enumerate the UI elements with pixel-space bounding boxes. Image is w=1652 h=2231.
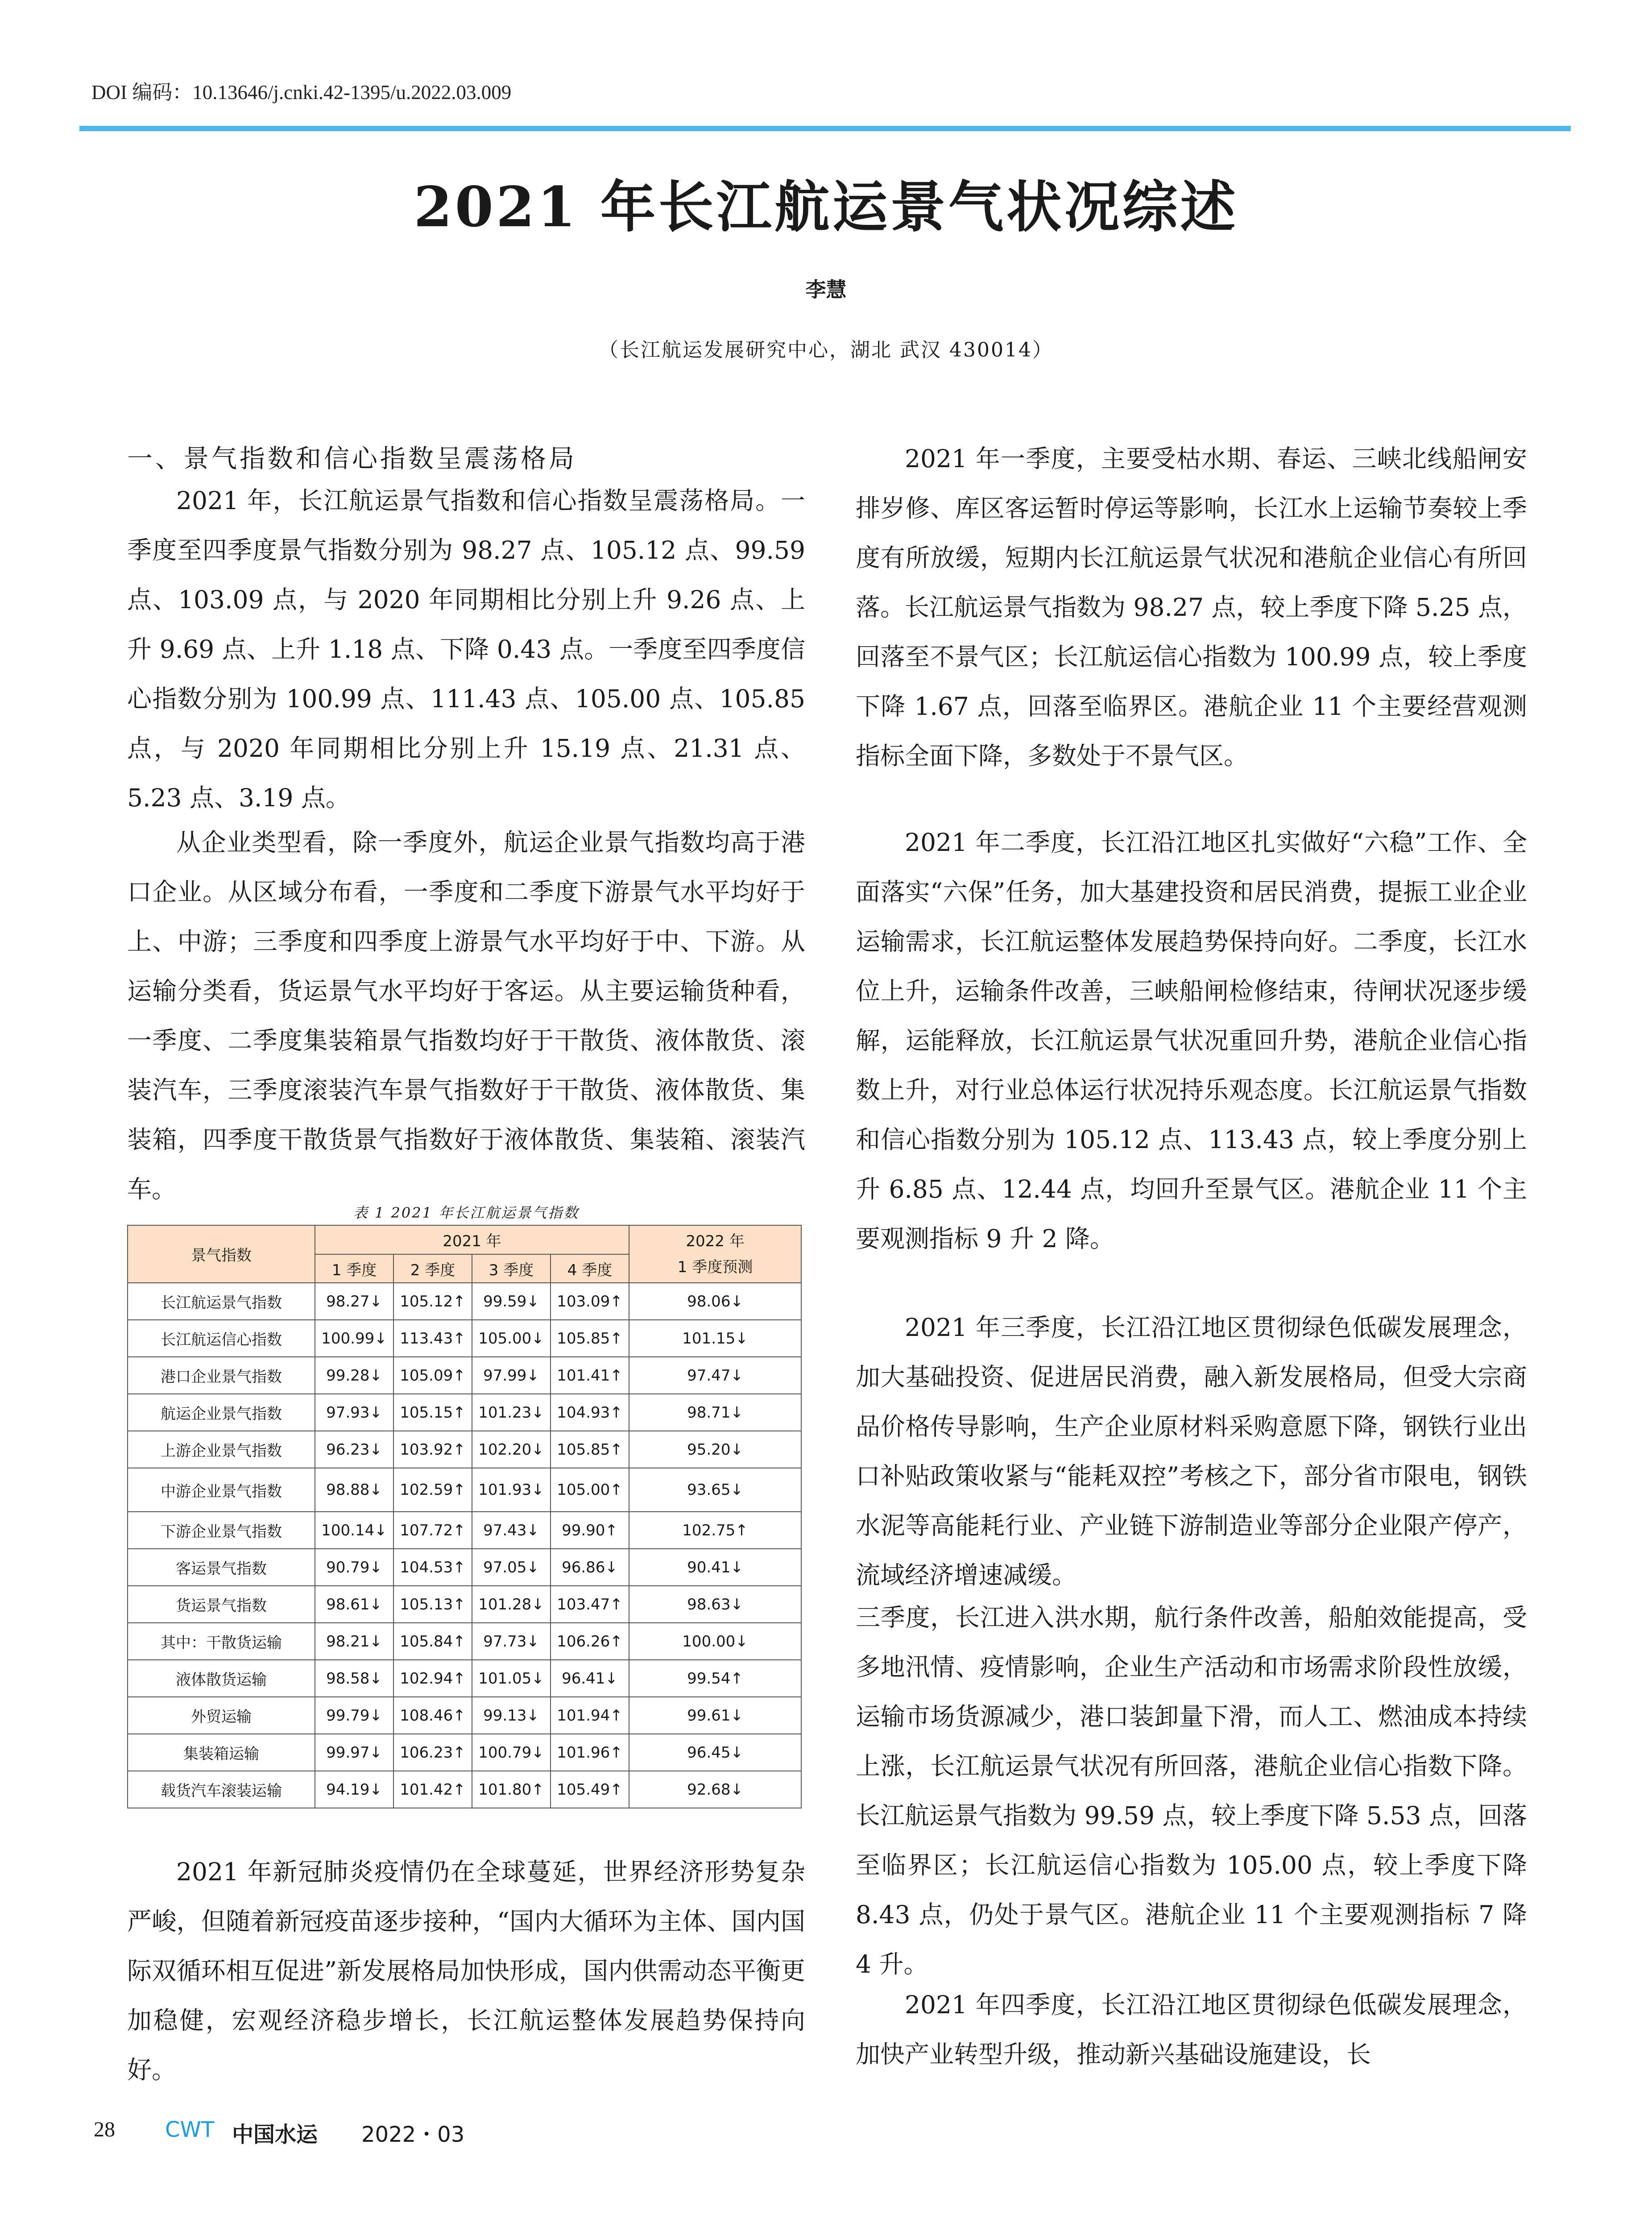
cell-forecast: 95.20↓: [629, 1431, 801, 1468]
cell-q1: 97.93↓: [315, 1394, 393, 1431]
row-label: 上游企业景气指数: [128, 1431, 315, 1468]
cell-q2: 108.46↑: [393, 1697, 472, 1734]
cell-forecast: 101.15↓: [629, 1320, 801, 1357]
cell-forecast: 98.06↓: [629, 1283, 801, 1320]
cell-q2: 105.84↑: [393, 1623, 472, 1660]
cell-q3: 101.80↑: [472, 1771, 551, 1808]
row-label: 其中：干散货运输: [128, 1623, 315, 1660]
table-row: [128, 1697, 801, 1734]
cell-q3: 97.43↓: [472, 1512, 551, 1549]
cell-q2: 102.94↑: [393, 1660, 472, 1697]
cell-q4: 103.47↑: [551, 1586, 629, 1623]
cell-q1: 99.79↓: [315, 1697, 393, 1734]
cell-q4: 96.86↓: [551, 1549, 629, 1586]
header-q1: 1 季度: [315, 1254, 393, 1283]
cell-q4: 99.90↑: [551, 1512, 629, 1549]
paragraph-7: 三季度，长江进入洪水期，航行条件改善，船舶效能提高，受多地汛情、疫情影响，企业生产活动和市场需求阶段性放缓，运输市场货源减少，港口装卸量下滑，而人工、燃油成本持续上涨，长江航运景气状况有所回落，港航企业信心指数下降。长江航运景气指数为 99.59 点，较上季度下降 5.53 点，回落至临界区；长江航运信心指数为 105.00 点，较上季度下降 8.43 点，仍处于景气区。港航企业 11 个主要观测指标 7 降 4 升。: [856, 1603, 1527, 1978]
table-row: [128, 1660, 801, 1697]
table-row: [128, 1283, 801, 1320]
header-q2: 2 季度: [393, 1254, 472, 1283]
table-row: [128, 1734, 801, 1771]
cell-q4: 96.41↓: [551, 1660, 629, 1697]
issue-number: 2022・03: [361, 2122, 465, 2147]
table-caption: 表 1 2021 年长江航运景气指数: [353, 1204, 580, 1221]
table-row: [128, 1468, 801, 1512]
table-row: [128, 1320, 801, 1357]
journal-logo-abbr: CWT: [165, 2117, 215, 2142]
row-label: 载货汽车滚装运输: [128, 1771, 315, 1808]
cell-q4: 101.96↑: [551, 1734, 629, 1771]
cell-q2: 105.15↑: [393, 1394, 472, 1431]
row-label: 液体散货运输: [128, 1660, 315, 1697]
row-label: 集装箱运输: [128, 1734, 315, 1771]
cell-q4: 101.41↑: [551, 1357, 629, 1394]
cell-q3: 97.99↓: [472, 1357, 551, 1394]
table-row: [128, 1394, 801, 1431]
cell-q2: 105.09↑: [393, 1357, 472, 1394]
cell-q2: 105.12↑: [393, 1283, 472, 1320]
paragraph-1: 2021 年，长江航运景气指数和信心指数呈震荡格局。一季度至四季度景气指数分别为 98.27 点、105.12 点、99.59 点、103.09 点，与 2020 年同期相比分别上升 9.26 点、上升 9.69 点、上升 1.18 点、下降 0.43 点。一季度至四季度信心指数分别为 100.99 点、111.43 点、105.00 点、105.85 点，与 2020 年同期相比分别上升 15.19 点、21.31 点、5.23 点、3.19 点。: [127, 486, 805, 812]
header-2021: 2021 年: [315, 1225, 629, 1254]
cell-q2: 101.42↑: [393, 1771, 472, 1808]
cell-q1: 99.97↓: [315, 1734, 393, 1771]
row-label: 外贸运输: [128, 1697, 315, 1734]
row-label: 货运景气指数: [128, 1586, 315, 1623]
section-heading: 一、景气指数和信心指数呈震荡格局: [127, 444, 577, 473]
row-label: 航运企业景气指数: [128, 1394, 315, 1431]
cell-q1: 98.58↓: [315, 1660, 393, 1697]
table-row: [128, 1512, 801, 1549]
cell-forecast: 93.65↓: [629, 1468, 801, 1512]
table-row: [128, 1549, 801, 1586]
row-label: 港口企业景气指数: [128, 1357, 315, 1394]
header-q4: 4 季度: [551, 1254, 629, 1283]
page-number: 28: [94, 2118, 115, 2141]
cell-q2: 106.23↑: [393, 1734, 472, 1771]
row-label: 中游企业景气指数: [128, 1468, 315, 1512]
cell-forecast: 99.54↑: [629, 1660, 801, 1697]
table-row: [128, 1586, 801, 1623]
cell-q4: 105.85↑: [551, 1320, 629, 1357]
cell-forecast: 98.71↓: [629, 1394, 801, 1431]
cell-q4: 103.09↑: [551, 1283, 629, 1320]
index-table: [127, 1225, 802, 1808]
cell-forecast: 90.41↓: [629, 1549, 801, 1586]
cell-q3: 102.20↓: [472, 1431, 551, 1468]
cell-q1: 100.99↓: [315, 1320, 393, 1357]
cell-q1: 98.21↓: [315, 1623, 393, 1660]
header-forecast: 2022 年 1 季度预测: [629, 1225, 801, 1283]
paragraph-6: 2021 年三季度，长江沿江地区贯彻绿色低碳发展理念，加大基础投资、促进居民消费，融入新发展格局，但受大宗商品价格传导影响，生产企业原材料采购意愿下降，钢铁行业出口补贴政策收紧与“能耗双控”考核之下，部分省市限电，钢铁水泥等高能耗行业、产业链下游制造业等部分企业限产停产，流域经济增速减缓。: [856, 1313, 1527, 1589]
cell-q1: 98.27↓: [315, 1283, 393, 1320]
cell-q2: 102.59↑: [393, 1468, 472, 1512]
author-name: 李慧: [805, 278, 847, 302]
cell-q1: 96.23↓: [315, 1431, 393, 1468]
cell-q3: 105.00↓: [472, 1320, 551, 1357]
cell-q3: 99.59↓: [472, 1283, 551, 1320]
cell-q3: 101.28↓: [472, 1586, 551, 1623]
paragraph-4: 2021 年一季度，主要受枯水期、春运、三峡北线船闸安排岁修、库区客运暂时停运等影响，长江水上运输节奏较上季度有所放缓，短期内长江航运景气状况和港航企业信心有所回落。长江航运景气指数为 98.27 点，较上季度下降 5.25 点，回落至不景气区；长江航运信心指数为 100.99 点，较上季度下降 1.67 点，回落至临界区。港航企业 11 个主要经营观测指标全面下降，多数处于不景气区。: [856, 444, 1527, 770]
cell-q4: 104.93↑: [551, 1394, 629, 1431]
journal-name: 中国水运: [232, 2122, 318, 2147]
table-row: [128, 1431, 801, 1468]
cell-q4: 105.00↑: [551, 1468, 629, 1512]
cell-q3: 99.13↓: [472, 1697, 551, 1734]
cell-q4: 105.49↑: [551, 1771, 629, 1808]
row-label: 长江航运信心指数: [128, 1320, 315, 1357]
cell-forecast: 99.61↓: [629, 1697, 801, 1734]
cell-q4: 105.85↑: [551, 1431, 629, 1468]
table-row: [128, 1623, 801, 1660]
cell-q4: 106.26↑: [551, 1623, 629, 1660]
doi-line: DOI 编码：10.13646/j.cnki.42-1395/u.2022.03.009: [91, 81, 512, 104]
article-title: 2021 年长江航运景气状况综述: [414, 175, 1238, 240]
cell-forecast: 100.00↓: [629, 1623, 801, 1660]
cell-forecast: 98.63↓: [629, 1586, 801, 1623]
cell-q1: 90.79↓: [315, 1549, 393, 1586]
row-label: 下游企业景气指数: [128, 1512, 315, 1549]
cell-q1: 99.28↓: [315, 1357, 393, 1394]
cell-forecast: 102.75↑: [629, 1512, 801, 1549]
cell-forecast: 96.45↓: [629, 1734, 801, 1771]
cell-q3: 100.79↓: [472, 1734, 551, 1771]
cell-q1: 98.61↓: [315, 1586, 393, 1623]
paragraph-5: 2021 年二季度，长江沿江地区扎实做好“六稳”工作、全面落实“六保”任务，加大基建投资和居民消费，提振工业企业运输需求，长江航运整体发展趋势保持向好。二季度，长江水位上升，运输条件改善，三峡船闸检修结束，待闸状况逐步缓解，运能释放，长江航运景气状况重回升势，港航企业信心指数上升，对行业总体运行状况持乐观态度。长江航运景气指数和信心指数分别为 105.12 点、113.43 点，较上季度分别上升 6.85 点、12.44 点，均回升至景气区。港航企业 11 个主要观测指标 9 升 2 降。: [856, 828, 1527, 1253]
cell-q2: 104.53↑: [393, 1549, 472, 1586]
row-label: 长江航运景气指数: [128, 1283, 315, 1320]
paragraph-2: 从企业类型看，除一季度外，航运企业景气指数均高于港口企业。从区域分布看，一季度和二季度下游景气水平均好于上、中游；三季度和四季度上游景气水平均好于中、下游。从运输分类看，货运景气水平均好于客运。从主要运输货种看，一季度、二季度集装箱景气指数均好于干散货、液体散货、滚装汽车，三季度滚装汽车景气指数好于干散货、液体散货、集装箱，四季度干散货景气指数好于液体散货、集装箱、滚装汽车。: [127, 828, 805, 1203]
table-row: [128, 1357, 801, 1394]
cell-forecast: 97.47↓: [629, 1357, 801, 1394]
cell-q2: 113.43↑: [393, 1320, 472, 1357]
header-index: 景气指数: [128, 1225, 315, 1283]
cell-q3: 97.05↓: [472, 1549, 551, 1586]
header-q3: 3 季度: [472, 1254, 551, 1283]
cell-q3: 101.93↓: [472, 1468, 551, 1512]
paragraph-3: 2021 年新冠肺炎疫情仍在全球蔓延，世界经济形势复杂严峻，但随着新冠疫苗逐步接种，“国内大循环为主体、国内国际双循环相互促进”新发展格局加快形成，国内供需动态平衡更加稳健，宏观经济稳步增长，长江航运整体发展趋势保持向好。: [127, 1858, 805, 2084]
header-rule: [79, 126, 1571, 131]
cell-q4: 101.94↑: [551, 1697, 629, 1734]
table-row: [128, 1771, 801, 1808]
cell-q1: 100.14↓: [315, 1512, 393, 1549]
cell-q2: 105.13↑: [393, 1586, 472, 1623]
cell-forecast: 92.68↓: [629, 1771, 801, 1808]
cell-q3: 101.05↓: [472, 1660, 551, 1697]
cell-q3: 97.73↓: [472, 1623, 551, 1660]
paragraph-8: 2021 年四季度，长江沿江地区贯彻绿色低碳发展理念，加快产业转型升级，推动新兴基础设施建设，长: [856, 1990, 1527, 2069]
cell-q1: 94.19↓: [315, 1771, 393, 1808]
row-label: 客运景气指数: [128, 1549, 315, 1586]
cell-q2: 103.92↑: [393, 1431, 472, 1468]
cell-q2: 107.72↑: [393, 1512, 472, 1549]
author-affiliation: （长江航运发展研究中心，湖北 武汉 430014）: [599, 339, 1053, 361]
cell-q1: 98.88↓: [315, 1468, 393, 1512]
cell-q3: 101.23↓: [472, 1394, 551, 1431]
